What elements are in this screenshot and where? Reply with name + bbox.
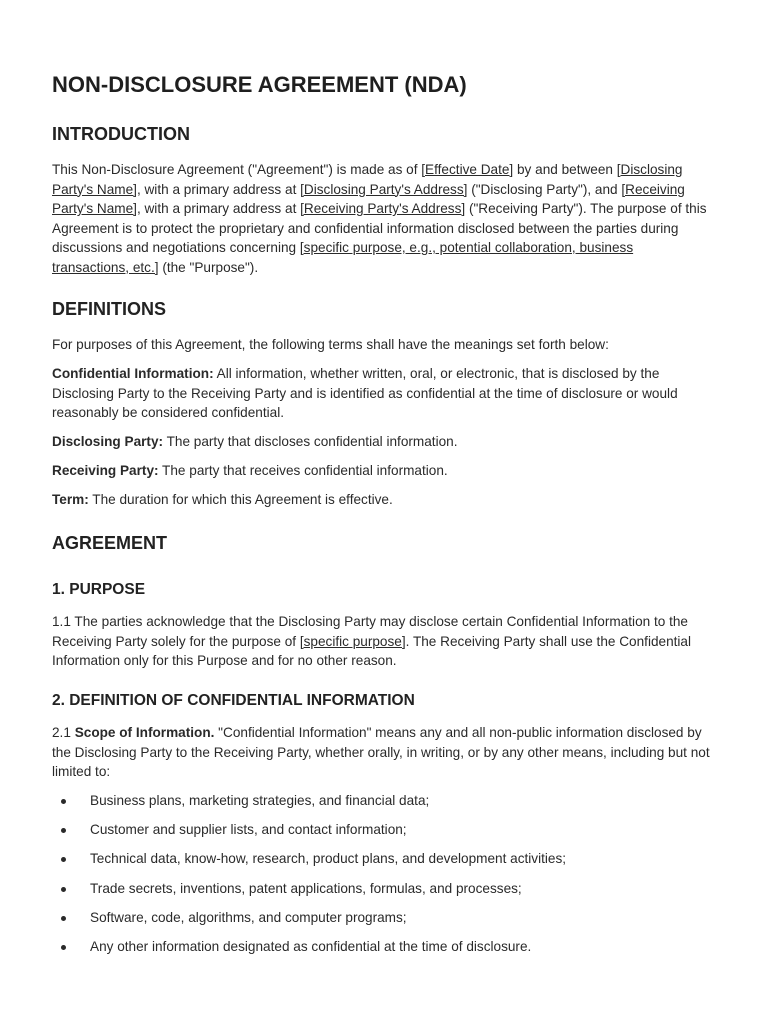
list-item-text: Customer and supplier lists, and contact information; (90, 822, 407, 838)
list-item-text: Software, code, algorithms, and computer programs; (90, 909, 407, 925)
confidential-info-list (52, 791, 712, 966)
bullet-icon (61, 857, 66, 862)
list-item (52, 879, 712, 908)
list-item (52, 908, 712, 937)
list-item-text: Business plans, marketing strategies, and financial data; (90, 793, 430, 808)
placeholder-disclosing-address: [Disclosing Party's Address] (300, 181, 468, 197)
intro-seg-8: , with a primary address at (136, 201, 301, 216)
scope-paragraph (52, 723, 712, 782)
list-item (52, 820, 712, 849)
agreement-heading: AGREEMENT (52, 533, 168, 553)
intro-seg-4: , with a primary address at (136, 181, 301, 197)
definition-term: Confidential Information: (52, 366, 214, 381)
definitions-heading: DEFINITIONS (52, 299, 167, 319)
list-item (52, 849, 712, 878)
list-item-text: Trade secrets, inventions, patent applications, formulas, and processes; (90, 880, 522, 896)
definition-confidential-information (52, 364, 712, 423)
intro-seg-10: ("Receiving Party"). The purpose of this Agreement is to protect the proprietary and confidential information disclosed between the parties during discussions and negotiations concerning (52, 201, 707, 255)
purpose-seg-0: 1.1 The parties acknowledge that the Disclosing Party may disclose certain Confidential Information to the Receiving Party solely for the purpose of (52, 614, 688, 649)
introduction-paragraph (52, 160, 712, 277)
scope-prefix: 2.1 (52, 725, 75, 740)
intro-seg-0: This Non-Disclosure Agreement ("Agreement") is made as of (52, 162, 422, 177)
purpose-heading: 1. PURPOSE (52, 581, 146, 598)
placeholder-receiving-address: [Receiving Party's Address] (300, 201, 466, 216)
purpose-paragraph (52, 612, 712, 671)
placeholder-disclosing-name: [Disclosing Party's Name] (52, 162, 683, 197)
purpose-seg-2: . The Receiving Party shall use the Confidential Information only for this Purpose and for no other reason. (52, 633, 692, 668)
definition-term: Term: (52, 492, 89, 507)
definition-disclosing-party (52, 432, 712, 452)
definitions-intro: For purposes of this Agreement, the following terms shall have the meanings set forth below: (52, 337, 609, 352)
bullet-icon (61, 799, 66, 804)
placeholder-receiving-name: [Receiving Party's Name] (52, 181, 685, 216)
definition-term-item (52, 490, 712, 510)
bullet-icon (61, 945, 66, 950)
introduction-heading: INTRODUCTION (52, 124, 190, 144)
bullet-icon (61, 828, 66, 833)
definition-text: The party that discloses confidential information. (163, 434, 458, 449)
placeholder-specific-purpose-long: [specific purpose, e.g., potential collaboration, business transactions, etc.] (52, 240, 634, 275)
bullet-icon (61, 887, 66, 892)
placeholder-specific-purpose: [specific purpose] (299, 633, 406, 649)
list-item-text: Technical data, know-how, research, product plans, and development activities; (90, 851, 567, 867)
definition-term: Receiving Party: (52, 463, 159, 478)
definition-term: Disclosing Party: (52, 434, 164, 449)
definition-ci-heading: 2. DEFINITION OF CONFIDENTIAL INFORMATION (52, 692, 415, 709)
scope-text: "Confidential Information" means any and all non-public information disclosed by the Disclosing Party to the Receiving Party, whether orally, in writing, or by any other means, including but not limited to: (52, 725, 710, 779)
intro-seg-12: (the "Purpose"). (158, 259, 259, 275)
definition-text: The duration for which this Agreement is effective. (88, 492, 393, 507)
list-item-text: Any other information designated as confidential at the time of disclosure. (90, 938, 532, 954)
list-item (52, 791, 712, 820)
bullet-icon (61, 916, 66, 921)
definition-text: The party that receives confidential information. (158, 463, 448, 478)
intro-seg-6: ("Disclosing Party"), and (467, 181, 622, 197)
intro-seg-2: by and between (513, 162, 617, 177)
scope-term: Scope of Information. (74, 725, 215, 740)
list-item (52, 937, 712, 966)
definition-text: All information, whether written, oral, or electronic, that is disclosed by the Disclosing Party to the Receiving Party and is identified as confidential at the time of disclosure or would reasonably be considered confidential. (52, 366, 678, 420)
placeholder-effective-date: [Effective Date] (421, 162, 514, 177)
definition-receiving-party (52, 461, 712, 481)
document-title: NON-DISCLOSURE AGREEMENT (NDA) (52, 72, 467, 97)
